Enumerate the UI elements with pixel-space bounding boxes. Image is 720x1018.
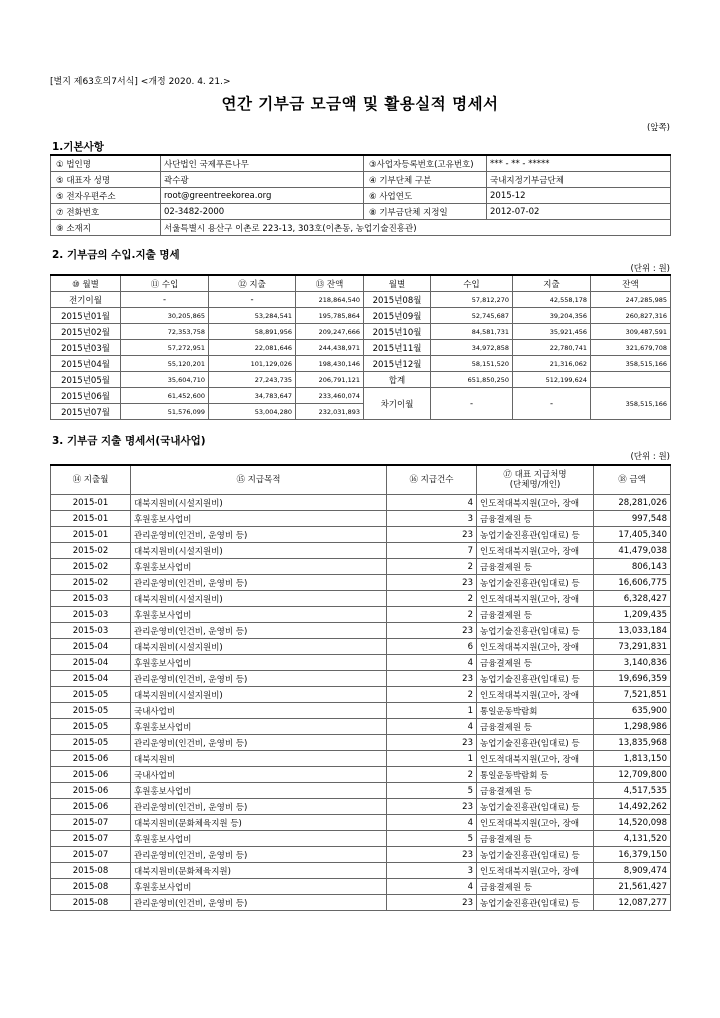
purpose-cell: 관리운영비(인건비, 운영비 등) [131,623,387,639]
expense-month-cell: 2015-06 [51,799,131,815]
payee-cell: 농업기술진흥관(임대료) 등 [477,623,594,639]
expense-cell: - [209,292,296,308]
payee-cell: 인도적대북지원(고아, 장애 [477,687,594,703]
expense-cell: 21,316,062 [513,356,591,372]
balance-cell: 233,460,074 [296,388,364,404]
column-header: ⑩ 월별 [51,275,121,292]
info-value: 국내지정기부금단체 [487,172,671,188]
purpose-cell: 관리운영비(인건비, 운영비 등) [131,671,387,687]
balance-cell: 209,247,666 [296,324,364,340]
purpose-cell: 후원홍보사업비 [131,511,387,527]
info-label: ⑤ 전자우편주소 [51,188,161,204]
expense-cell: 512,199,624 [513,372,591,388]
carry-income-cell: - [431,388,513,420]
count-cell: 2 [387,559,477,575]
count-cell: 4 [387,815,477,831]
expense-month-cell: 2015-01 [51,511,131,527]
expense-row [51,783,671,799]
month-cell: 전기이월 [51,292,121,308]
column-header [477,465,594,495]
balance-cell: 244,438,971 [296,340,364,356]
expense-month-cell: 2015-05 [51,719,131,735]
income-cell: 57,272,951 [121,340,209,356]
income-cell: 61,452,600 [121,388,209,404]
payee-cell: 금융결제원 등 [477,559,594,575]
count-cell: 4 [387,655,477,671]
address-row [51,220,671,236]
month-cell: 2015년09월 [364,308,431,324]
purpose-cell: 대북지원비(문화체육지원 등) [131,815,387,831]
count-cell: 5 [387,783,477,799]
balance-cell: 247,285,985 [591,292,671,308]
payee-cell: 농업기술진흥관(임대료) 등 [477,799,594,815]
income-cell: 35,604,710 [121,372,209,388]
info-label: ③사업자등록번호(고유번호) [364,155,487,172]
amount-cell: 4,517,535 [594,783,671,799]
amount-cell: 4,131,520 [594,831,671,847]
form-reference: [별지 제63호의7서식] <개정 2020. 4. 21.> [50,77,231,87]
count-cell: 2 [387,591,477,607]
month-row [51,292,671,308]
info-value: 02-3482-2000 [161,204,364,220]
header-row [51,275,671,292]
count-cell: 2 [387,607,477,623]
expense-cell: 39,204,356 [513,308,591,324]
column-header [131,465,387,495]
amount-cell: 13,033,184 [594,623,671,639]
column-header [387,465,477,495]
purpose-cell: 후원홍보사업비 [131,879,387,895]
count-cell: 6 [387,639,477,655]
count-cell: 3 [387,511,477,527]
count-cell: 23 [387,575,477,591]
payee-cell: 금융결제원 등 [477,719,594,735]
amount-cell: 16,379,150 [594,847,671,863]
payee-cell: 금융결제원 등 [477,783,594,799]
expense-month-cell: 2015-06 [51,783,131,799]
expense-row [51,511,671,527]
purpose-cell: 관리운영비(인건비, 운영비 등) [131,847,387,863]
purpose-cell: 대북지원비(시설지원비) [131,591,387,607]
payee-cell: 금융결제원 등 [477,511,594,527]
expense-row [51,495,671,511]
column-header: ⑬ 잔액 [296,275,364,292]
column-header: ⑫ 지출 [209,275,296,292]
expense-row [51,895,671,911]
purpose-cell: 후원홍보사업비 [131,559,387,575]
payee-cell: 농업기술진흥관(임대료) 등 [477,671,594,687]
amount-cell: 806,143 [594,559,671,575]
purpose-cell: 관리운영비(인건비, 운영비 등) [131,527,387,543]
expense-month-cell: 2015-07 [51,815,131,831]
count-cell: 23 [387,799,477,815]
expense-month-cell: 2015-01 [51,527,131,543]
month-cell: 2015년07월 [51,404,121,420]
amount-cell: 1,209,435 [594,607,671,623]
expense-row [51,863,671,879]
payee-cell: 농업기술진흥관(임대료) 등 [477,735,594,751]
expense-row [51,623,671,639]
month-cell: 2015년12월 [364,356,431,372]
count-cell: 23 [387,623,477,639]
section2-unit: (단위 : 원) [630,264,670,274]
month-cell: 2015년02월 [51,324,121,340]
payee-cell: 통일운동박람회 등 [477,767,594,783]
column-header-line: ⑰ 대표 지급처명 [503,470,567,480]
column-header: 수입 [431,275,513,292]
address-label: ⑨ 소재지 [51,220,161,236]
expense-month-cell: 2015-06 [51,751,131,767]
balance-cell: 260,827,316 [591,308,671,324]
count-cell: 4 [387,495,477,511]
payee-cell: 농업기술진흥관(임대료) 등 [477,527,594,543]
month-cell: 2015년08월 [364,292,431,308]
expense-month-cell: 2015-02 [51,543,131,559]
expense-cell: 42,558,178 [513,292,591,308]
amount-cell: 16,606,775 [594,575,671,591]
month-row [51,308,671,324]
purpose-cell: 관리운영비(인건비, 운영비 등) [131,799,387,815]
income-cell: 30,205,865 [121,308,209,324]
column-header-line: ⑮ 지급목적 [236,475,281,485]
balance-cell [591,372,671,388]
expense-cell: 35,921,456 [513,324,591,340]
payee-cell: 인도적대북지원(고아, 장애 [477,815,594,831]
amount-cell: 28,281,026 [594,495,671,511]
purpose-cell: 관리운영비(인건비, 운영비 등) [131,735,387,751]
amount-cell: 21,561,427 [594,879,671,895]
purpose-cell: 국내사업비 [131,703,387,719]
month-row [51,340,671,356]
expense-row [51,767,671,783]
expense-row [51,687,671,703]
payee-cell: 인도적대북지원(고아, 장애 [477,495,594,511]
income-cell: 34,972,858 [431,340,513,356]
income-expense-table [50,274,671,420]
amount-cell: 6,328,427 [594,591,671,607]
amount-cell: 1,813,150 [594,751,671,767]
expense-month-cell: 2015-05 [51,687,131,703]
amount-cell: 14,520,098 [594,815,671,831]
month-cell: 2015년06월 [51,388,121,404]
count-cell: 23 [387,847,477,863]
expense-month-cell: 2015-02 [51,559,131,575]
expense-row [51,559,671,575]
carry-balance-cell: 358,515,166 [591,388,671,420]
count-cell: 1 [387,703,477,719]
income-cell: 84,581,731 [431,324,513,340]
expense-cell: 58,891,956 [209,324,296,340]
expense-cell: 53,004,280 [209,404,296,420]
info-label: ⑧ 기부금단체 지정일 [364,204,487,220]
info-label: ① 법인명 [51,155,161,172]
info-label: ⑤ 대표자 성명 [51,172,161,188]
section3-heading: 3. 기부금 지출 명세서(국내사업) [52,435,206,447]
address-value: 서울특별시 용산구 이촌로 223-13, 303호(이촌동, 농업기술진흥관) [161,220,671,236]
purpose-cell: 대북지원비(시설지원비) [131,543,387,559]
income-cell: 58,151,520 [431,356,513,372]
expense-cell: 27,243,735 [209,372,296,388]
balance-cell: 309,487,591 [591,324,671,340]
info-label: ⑦ 전화번호 [51,204,161,220]
count-cell: 23 [387,527,477,543]
count-cell: 4 [387,719,477,735]
expense-month-cell: 2015-04 [51,655,131,671]
expense-month-cell: 2015-06 [51,767,131,783]
payee-cell: 금융결제원 등 [477,831,594,847]
expense-cell: 22,081,646 [209,340,296,356]
income-cell: 72,353,758 [121,324,209,340]
purpose-cell: 국내사업비 [131,767,387,783]
info-row [51,188,671,204]
carry-label-cell: 차기이월 [364,388,431,420]
balance-cell: 195,785,864 [296,308,364,324]
amount-cell: 997,548 [594,511,671,527]
column-header: 지출 [513,275,591,292]
expense-month-cell: 2015-02 [51,575,131,591]
income-cell: 51,576,099 [121,404,209,420]
expense-row [51,655,671,671]
amount-cell: 3,140,836 [594,655,671,671]
amount-cell: 17,405,340 [594,527,671,543]
carry-expense-cell: - [513,388,591,420]
info-value: 2015-12 [487,188,671,204]
purpose-cell: 관리운영비(인건비, 운영비 등) [131,895,387,911]
expense-row [51,815,671,831]
side-indicator: (앞쪽) [646,123,670,133]
expense-month-cell: 2015-01 [51,495,131,511]
purpose-cell: 대북지원비 [131,751,387,767]
expense-row [51,719,671,735]
count-cell: 2 [387,767,477,783]
month-cell: 2015년11월 [364,340,431,356]
expense-cell: 53,284,541 [209,308,296,324]
amount-cell: 41,479,038 [594,543,671,559]
expense-month-cell: 2015-08 [51,879,131,895]
payee-cell: 농업기술진흥관(임대료) 등 [477,895,594,911]
header-row [51,465,671,495]
payee-cell: 금융결제원 등 [477,655,594,671]
month-row [51,388,671,404]
column-header-line: ⑯ 지급건수 [409,475,454,485]
expense-row [51,735,671,751]
expense-row [51,591,671,607]
expense-row [51,543,671,559]
purpose-cell: 후원홍보사업비 [131,831,387,847]
amount-cell: 13,835,968 [594,735,671,751]
expense-cell: 22,780,741 [513,340,591,356]
amount-cell: 19,696,359 [594,671,671,687]
amount-cell: 14,492,262 [594,799,671,815]
count-cell: 23 [387,735,477,751]
month-cell: 합계 [364,372,431,388]
balance-cell: 321,679,708 [591,340,671,356]
payee-cell: 인도적대북지원(고아, 장애 [477,751,594,767]
month-row [51,372,671,388]
expense-row [51,607,671,623]
count-cell: 3 [387,863,477,879]
expense-month-cell: 2015-04 [51,639,131,655]
count-cell: 23 [387,895,477,911]
expense-month-cell: 2015-07 [51,831,131,847]
section2-heading: 2. 기부금의 수입.지출 명세 [52,249,180,261]
count-cell: 7 [387,543,477,559]
column-header: 잔액 [591,275,671,292]
amount-cell: 1,298,986 [594,719,671,735]
expense-month-cell: 2015-03 [51,623,131,639]
expense-row [51,639,671,655]
payee-cell: 농업기술진흥관(임대료) 등 [477,847,594,863]
column-header [594,465,671,495]
expense-month-cell: 2015-08 [51,895,131,911]
payee-cell: 인도적대북지원(고아, 장애 [477,639,594,655]
expense-month-cell: 2015-08 [51,863,131,879]
column-header-line: ⑱ 금액 [618,475,646,485]
info-value: root@greentreekorea.org [161,188,364,204]
expense-row [51,575,671,591]
info-row [51,155,671,172]
income-cell: 57,812,270 [431,292,513,308]
column-header [51,465,131,495]
purpose-cell: 대북지원비(시설지원비) [131,687,387,703]
payee-cell: 농업기술진흥관(임대료) 등 [477,575,594,591]
balance-cell: 232,031,893 [296,404,364,420]
income-cell: 55,120,201 [121,356,209,372]
expense-month-cell: 2015-03 [51,607,131,623]
amount-cell: 635,900 [594,703,671,719]
count-cell: 23 [387,671,477,687]
payee-cell: 인도적대북지원(고아, 장애 [477,591,594,607]
income-cell: - [121,292,209,308]
payee-cell: 금융결제원 등 [477,607,594,623]
info-label: ④ 기부단체 구분 [364,172,487,188]
count-cell: 5 [387,831,477,847]
basic-info-table [50,154,671,236]
income-cell: 651,850,250 [431,372,513,388]
month-row [51,324,671,340]
info-label: ⑥ 사업연도 [364,188,487,204]
expense-row [51,831,671,847]
expense-month-cell: 2015-05 [51,735,131,751]
info-row [51,204,671,220]
expense-cell: 101,129,026 [209,356,296,372]
income-cell: 52,745,687 [431,308,513,324]
expense-row [51,527,671,543]
payee-cell: 인도적대북지원(고아, 장애 [477,863,594,879]
expense-row [51,671,671,687]
payee-cell: 통일운동박람회 [477,703,594,719]
column-header-line: (단체명/개인) [509,480,561,490]
purpose-cell: 대북지원비(문화체육지원) [131,863,387,879]
column-header-line: ⑭ 지출월 [72,475,109,485]
balance-cell: 358,515,166 [591,356,671,372]
balance-cell: 206,791,121 [296,372,364,388]
count-cell: 2 [387,687,477,703]
amount-cell: 73,291,831 [594,639,671,655]
info-value: *** - ** - ***** [487,155,671,172]
info-value: 곽수광 [161,172,364,188]
count-cell: 1 [387,751,477,767]
column-header: 월별 [364,275,431,292]
amount-cell: 12,709,800 [594,767,671,783]
expense-row [51,799,671,815]
expense-month-cell: 2015-07 [51,847,131,863]
expense-month-cell: 2015-04 [51,671,131,687]
purpose-cell: 대북지원비(시설지원비) [131,495,387,511]
info-value: 사단법인 국제푸른나무 [161,155,364,172]
expense-row [51,703,671,719]
purpose-cell: 관리운영비(인건비, 운영비 등) [131,575,387,591]
expense-detail-table [50,464,671,911]
month-cell: 2015년04월 [51,356,121,372]
balance-cell: 198,430,146 [296,356,364,372]
balance-cell: 218,864,540 [296,292,364,308]
amount-cell: 12,087,277 [594,895,671,911]
info-value: 2012-07-02 [487,204,671,220]
purpose-cell: 후원홍보사업비 [131,719,387,735]
month-cell: 2015년10월 [364,324,431,340]
payee-cell: 금융결제원 등 [477,879,594,895]
column-header: ⑪ 수입 [121,275,209,292]
section3-unit: (단위 : 원) [630,452,670,462]
info-row [51,172,671,188]
month-cell: 2015년01월 [51,308,121,324]
purpose-cell: 후원홍보사업비 [131,655,387,671]
expense-month-cell: 2015-05 [51,703,131,719]
purpose-cell: 후원홍보사업비 [131,783,387,799]
expense-cell: 34,783,647 [209,388,296,404]
expense-row [51,751,671,767]
purpose-cell: 대북지원비(시설지원비) [131,639,387,655]
purpose-cell: 후원홍보사업비 [131,607,387,623]
month-cell: 2015년03월 [51,340,121,356]
payee-cell: 인도적대북지원(고아, 장애 [477,543,594,559]
expense-row [51,879,671,895]
section1-heading: 1.기본사항 [52,141,104,153]
month-row [51,356,671,372]
expense-row [51,847,671,863]
document-title: 연간 기부금 모금액 및 활용실적 명세서 [221,95,499,113]
month-cell: 2015년05월 [51,372,121,388]
count-cell: 4 [387,879,477,895]
amount-cell: 8,909,474 [594,863,671,879]
amount-cell: 7,521,851 [594,687,671,703]
expense-month-cell: 2015-03 [51,591,131,607]
